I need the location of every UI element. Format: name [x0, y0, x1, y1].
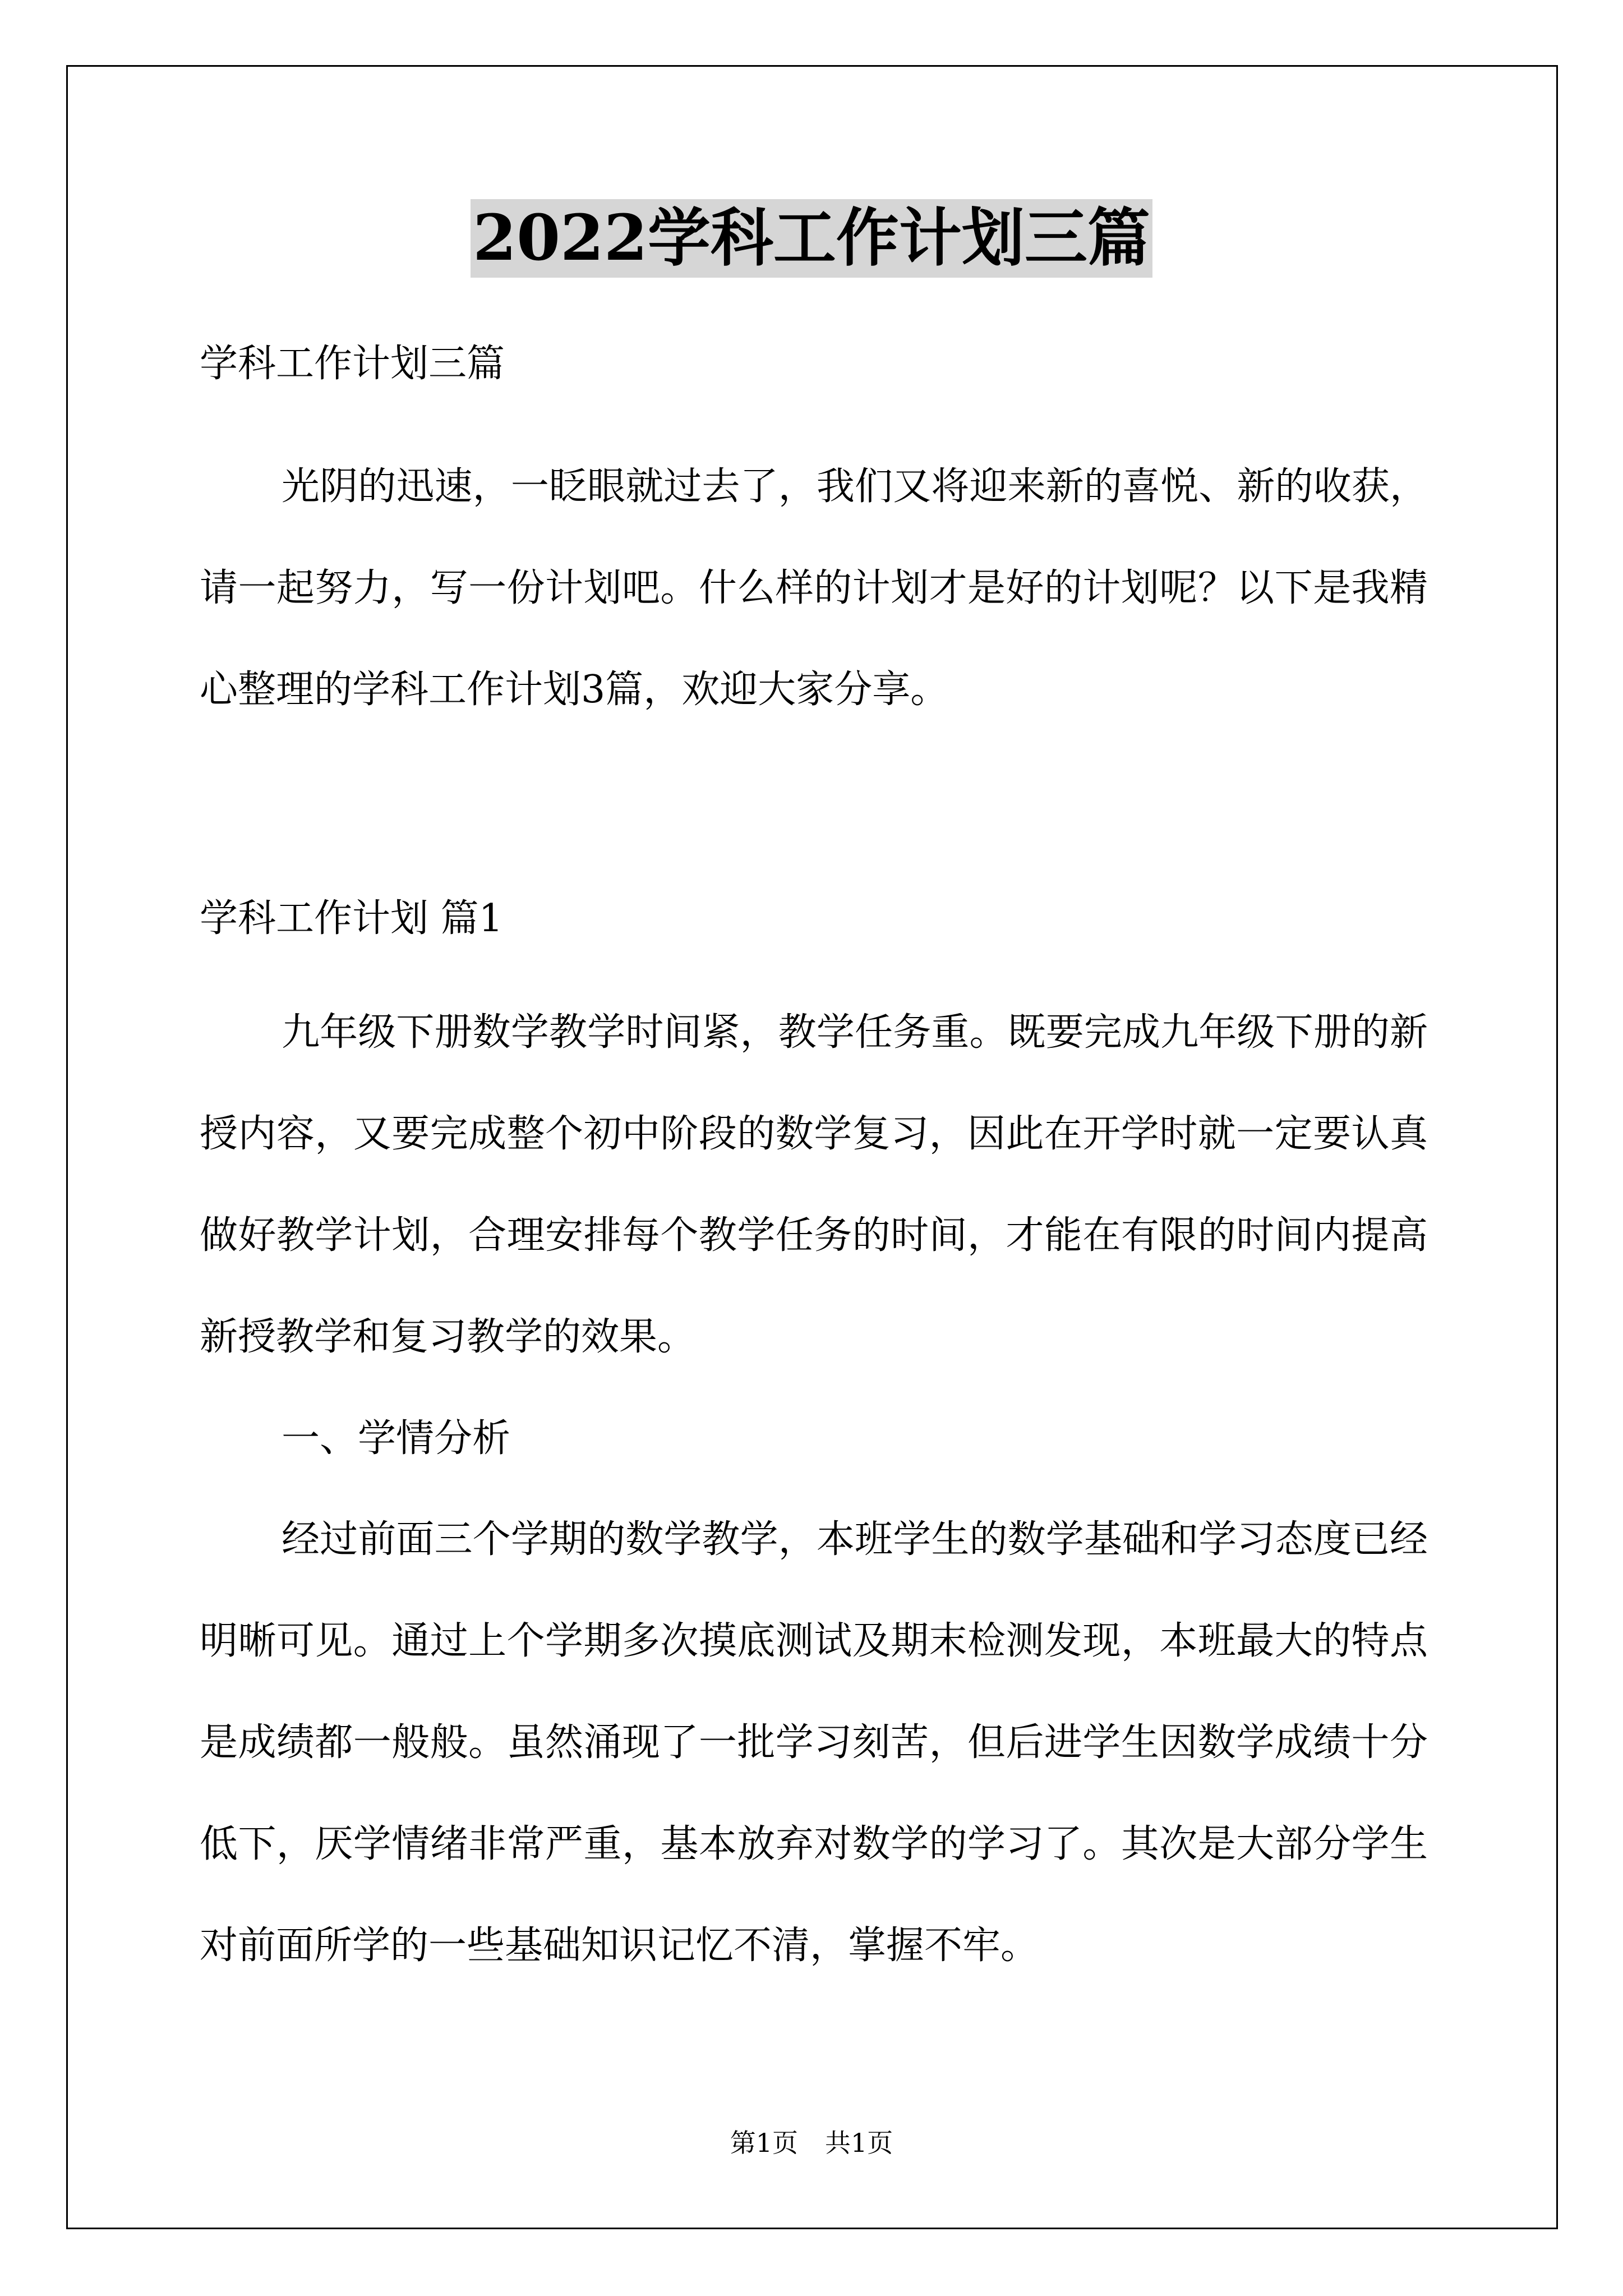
intro-paragraph: 光阴的迅速，一眨眼就过去了，我们又将迎来新的喜悦、新的收获，请一起努力，写一份计划吧。什么样的计划才是好的计划呢？以下是我精心整理的学科工作计划3篇，欢迎大家分享。: [200, 464, 1428, 712]
page-number-current: 第1页: [730, 2128, 798, 2158]
document-subtitle: 学科工作计划三篇: [200, 342, 505, 386]
subheading-learning-analysis: 一、学情分析: [282, 1416, 511, 1461]
section-paragraph-2: 经过前面三个学期的数学教学，本班学生的数学基础和学习态度已经明晰可见。通过上个学期多次摸底测试及期末检测发现，本班最大的特点是成绩都一般般。虽然涌现了一批学习刻苦，但后进学生因数学成绩十分低下，厌学情绪非常严重，基本放弃对数学的学习了。其次是大部分学生对前面所学的一些基础知识记忆不清，掌握不牢。: [200, 1517, 1428, 1968]
section-heading: 学科工作计划 篇1: [200, 896, 503, 941]
page-footer: [0, 2126, 1623, 2160]
page-number-total: 共1页: [825, 2128, 893, 2158]
document-title: 2022学科工作计划三篇: [471, 199, 1152, 278]
section-paragraph-1: 九年级下册数学教学时间紧，教学任务重。既要完成九年级下册的新授内容，又要完成整个初中阶段的数学复习，因此在开学时就一定要认真做好教学计划，合理安排每个教学任务的时间，才能在有限的时间内提高新授教学和复习教学的效果。: [200, 1010, 1428, 1359]
title-container: [0, 199, 1623, 278]
